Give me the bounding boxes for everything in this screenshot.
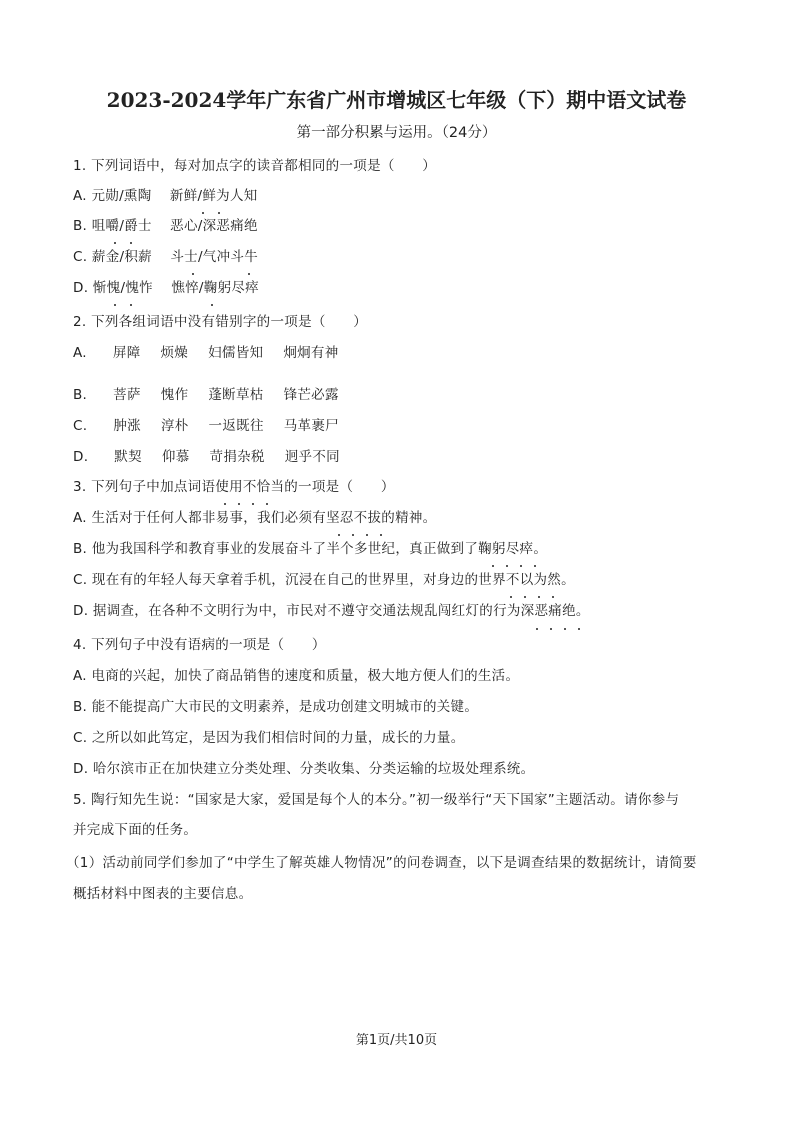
question-2-option-d xyxy=(73,447,360,467)
question-2-stem: 2. 下列各组词语中没有错别字的一项是（ ） xyxy=(73,314,368,330)
option-word: 肿涨 xyxy=(113,418,141,434)
section-title: 第一部分积累与运用。（24分） xyxy=(296,125,497,141)
question-4-option-c: C. 之所以如此笃定，是因为我们相信时间的力量，成长的力量。 xyxy=(73,730,465,746)
question-5-subquestion-1-continued: 概括材料中图表的主要信息。 xyxy=(73,886,253,902)
emphasis-dot xyxy=(352,534,354,536)
emphasis-dot xyxy=(202,212,204,214)
option-word: 淳朴 xyxy=(160,418,189,434)
option-letter: C. xyxy=(73,418,88,434)
page-title: 2023-2024学年广东省广州市增城区七年级（下）期中语文试卷 xyxy=(106,88,687,112)
question-4-option-b: B. 能不能提高广大市民的文明素养，是成功创建文明城市的关键。 xyxy=(73,699,479,715)
emphasis-dot xyxy=(218,212,220,214)
emphasis-dot xyxy=(238,503,240,505)
emphasis-dot xyxy=(510,596,512,598)
option-word: 锋芒必露 xyxy=(283,387,339,403)
option-word: 默契 xyxy=(114,449,142,465)
question-4-stem: 4. 下列句子中没有语病的一项是（ ） xyxy=(73,637,326,653)
emphasis-dot xyxy=(192,273,194,275)
emphasis-dot xyxy=(524,596,526,598)
question-5-subquestion-1: （1）活动前同学们参加了“中学生了解英雄人物情况”的问卷调查，以下是调查结果的数据统计，请简要 xyxy=(66,855,697,871)
emphasis-dot xyxy=(538,596,540,598)
emphasis-dot xyxy=(130,242,132,244)
emphasis-dot xyxy=(130,304,132,306)
option-word: 蓬断草枯 xyxy=(208,387,264,403)
emphasis-dot xyxy=(564,628,566,630)
emphasis-dot xyxy=(520,565,522,567)
emphasis-dot xyxy=(506,565,508,567)
option-word: 屏障 xyxy=(112,345,141,361)
question-1-option-d: D. 惭愧/愧怍 憔悴/鞠躬尽瘁 xyxy=(73,280,259,296)
question-2-option-b xyxy=(73,385,359,405)
option-word: 妇儒皆知 xyxy=(208,345,264,361)
emphasis-dot xyxy=(248,273,250,275)
emphasis-dot xyxy=(578,628,580,630)
question-1-stem: 1. 下列词语中，每对加点字的读音都相同的一项是（ ） xyxy=(73,158,437,174)
question-3-option-d: D. 据调查，在各种不文明行为中，市民对不遵守交通法规乱闯红灯的行为深恶痛绝。 xyxy=(73,603,590,619)
question-3-stem: 3. 下列句子中加点词语使用不恰当的一项是（ ） xyxy=(73,479,395,495)
question-3-option-c: C. 现在有的年轻人每天拿着手机，沉浸在自己的世界里，对身边的世界不以为然。 xyxy=(73,572,575,588)
option-word: 菩萨 xyxy=(113,387,141,403)
emphasis-dot xyxy=(552,596,554,598)
option-word: 苛捐杂税 xyxy=(209,449,265,465)
emphasis-dot xyxy=(114,242,116,244)
emphasis-dot xyxy=(534,565,536,567)
option-word: 马革裹尸 xyxy=(283,418,339,434)
question-3-option-a: A. 生活对于任何人都非易事，我们必须有坚忍不拔的精神。 xyxy=(73,510,437,526)
emphasis-dot xyxy=(266,503,268,505)
option-letter: A. xyxy=(73,345,87,361)
option-word: 迥乎不同 xyxy=(284,449,340,465)
question-1-option-c: C. 薪金/积薪 斗士/气冲斗牛 xyxy=(73,249,258,265)
emphasis-dot xyxy=(338,534,340,536)
emphasis-dot xyxy=(550,628,552,630)
option-word: 一返既往 xyxy=(208,418,264,434)
question-1-option-a: A. 元勋/熏陶 新鲜/鲜为人知 xyxy=(73,188,258,204)
question-2-option-a xyxy=(73,343,359,363)
option-word: 烦燥 xyxy=(160,345,189,361)
question-4-option-a: A. 电商的兴起，加快了商品销售的速度和质量，极大地方便人们的生活。 xyxy=(73,668,520,684)
emphasis-dot xyxy=(366,534,368,536)
option-word: 愧作 xyxy=(160,387,189,403)
option-word: 炯炯有神 xyxy=(283,345,339,361)
question-2-option-c xyxy=(73,416,359,436)
question-1-option-b: B. 咀嚼/爵士 恶心/深恶痛绝 xyxy=(73,218,258,234)
question-4-option-d: D. 哈尔滨市正在加快建立分类处理、分类收集、分类运输的垃圾处理系统。 xyxy=(73,761,535,777)
emphasis-dot xyxy=(252,503,254,505)
question-5-stem-continued: 并完成下面的任务。 xyxy=(73,822,198,838)
emphasis-dot xyxy=(224,503,226,505)
emphasis-dot xyxy=(211,304,213,306)
emphasis-dot xyxy=(114,304,116,306)
emphasis-dot xyxy=(536,628,538,630)
option-word: 仰慕 xyxy=(161,449,190,465)
page-footer: 第1页/共10页 xyxy=(355,1033,438,1048)
question-5-stem: 5. 陶行知先生说：“国家是大家，爱国是每个人的本分。”初一级举行“天下国家”主题活动。请你参与 xyxy=(73,792,680,808)
question-3-option-b: B. 他为我国科学和教育事业的发展奋斗了半个多世纪，真正做到了鞠躬尽瘁。 xyxy=(73,541,548,557)
option-letter: B. xyxy=(73,387,88,403)
option-letter: D. xyxy=(73,449,89,465)
emphasis-dot xyxy=(380,534,382,536)
emphasis-dot xyxy=(492,565,494,567)
